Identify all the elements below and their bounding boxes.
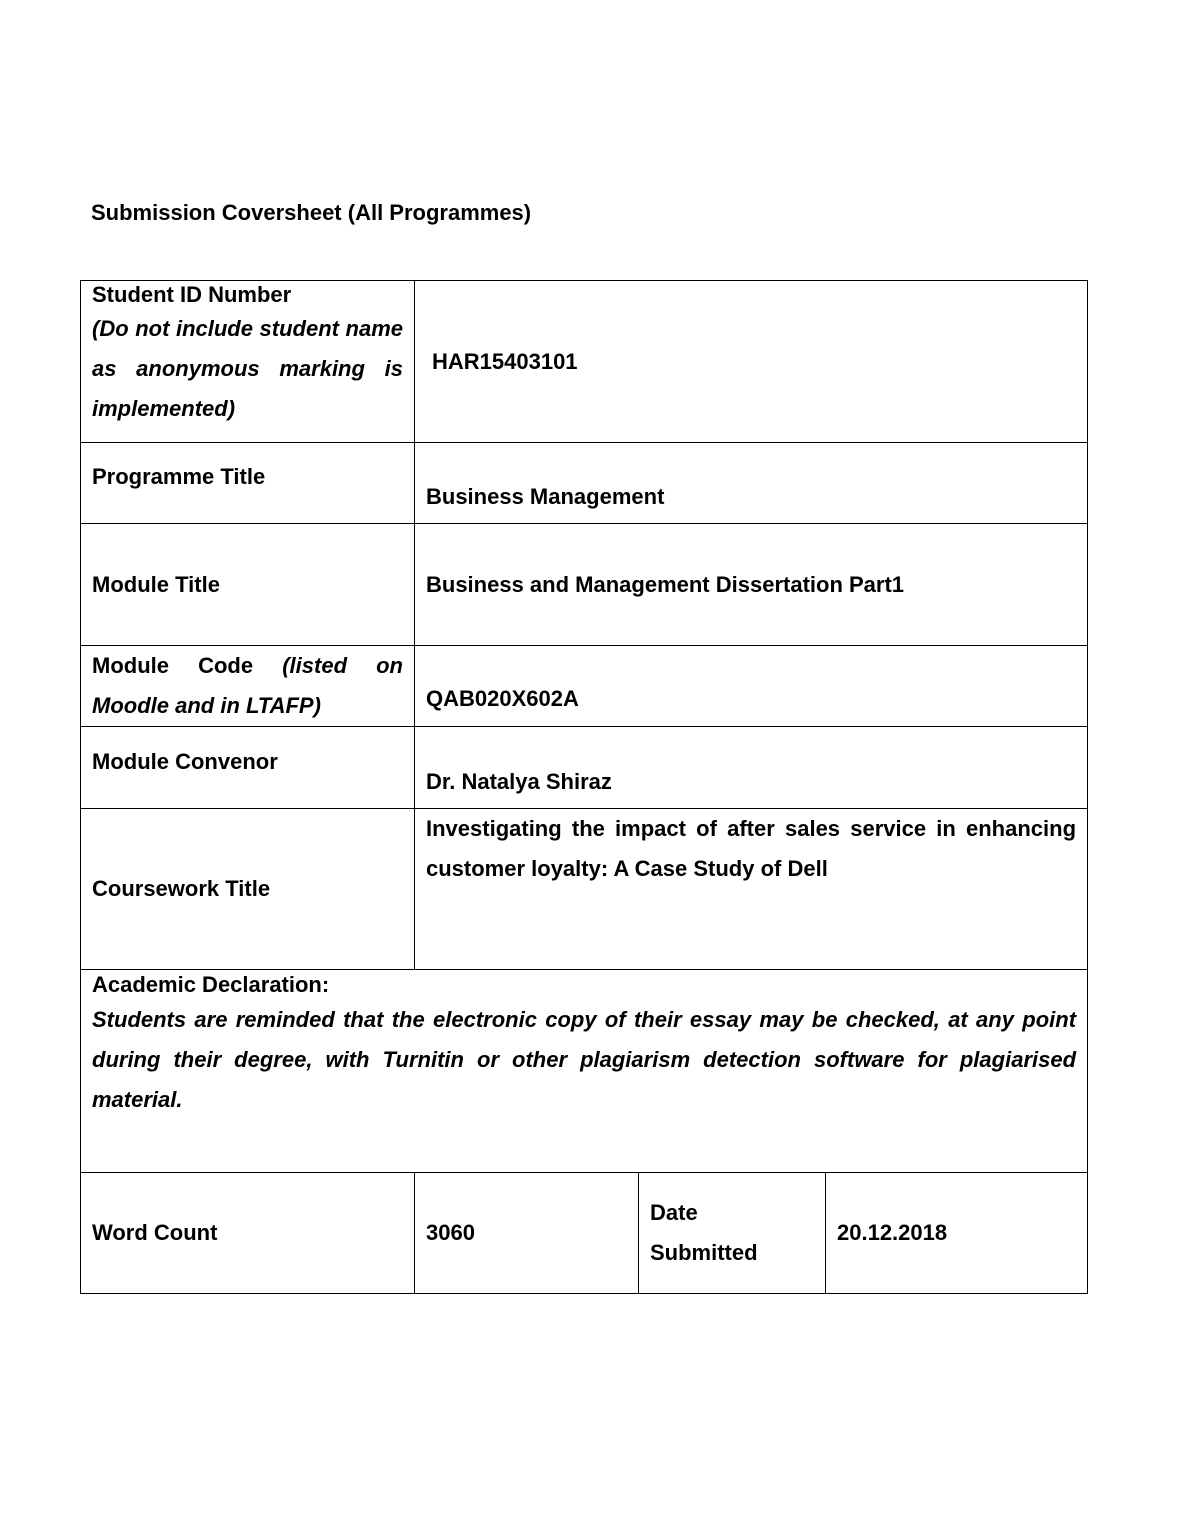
module-convenor-label-cell (81, 727, 415, 809)
module-code-value: QAB020X602A (426, 686, 579, 711)
word-count-label: Word Count (92, 1220, 218, 1245)
coursework-title-label-cell (81, 809, 415, 970)
academic-declaration-row (81, 970, 1088, 1173)
date-submitted-label-cell (639, 1173, 826, 1294)
programme-title-value-cell (415, 443, 1088, 524)
word-count-value-cell (415, 1173, 639, 1294)
academic-declaration-text: Students are reminded that the electronic copy of their essay may be checked, at any point during their degree, with Turnitin or other plagiarism detection software for plagiarised material. (92, 1007, 1077, 1112)
module-convenor-value-cell (415, 727, 1088, 809)
module-title-value-cell (415, 524, 1088, 646)
student-id-label-cell (81, 281, 415, 443)
module-convenor-row (81, 727, 1088, 809)
programme-title-value: Business Management (426, 484, 665, 509)
module-convenor-value: Dr. Natalya Shiraz (426, 769, 612, 794)
student-id-value: HAR15403101 (432, 348, 578, 374)
module-title-label-cell (81, 524, 415, 646)
student-id-note: (Do not include student name as anonymous marking is implemented) (92, 316, 403, 421)
module-code-note: (listed on Moodle and in LTAFP) (92, 653, 403, 718)
word-count-value: 3060 (426, 1220, 475, 1245)
module-code-value-cell (415, 646, 1088, 727)
coursework-title-row (81, 809, 1088, 970)
module-code-label-cell (81, 646, 415, 727)
student-id-label: Student ID Number (92, 282, 292, 307)
coversheet-table (80, 280, 1088, 1294)
student-id-value-cell (415, 281, 1088, 443)
programme-title-row (81, 443, 1088, 524)
module-convenor-label: Module Convenor (92, 749, 278, 774)
academic-declaration-cell (81, 970, 1088, 1173)
programme-title-label-cell (81, 443, 415, 524)
academic-declaration-label: Academic Declaration: (92, 972, 330, 997)
date-submitted-value: 20.12.2018 (837, 1220, 948, 1245)
module-code-label: Module Code (92, 653, 254, 678)
module-title-label: Module Title (92, 571, 220, 597)
word-count-label-cell (81, 1173, 415, 1294)
programme-title-label: Programme Title (92, 464, 266, 489)
word-count-row (81, 1173, 1088, 1294)
module-title-value: Business and Management Dissertation Part1 (426, 571, 905, 597)
coursework-title-value-cell (415, 809, 1088, 970)
module-code-row (81, 646, 1088, 727)
coursework-title-value: Investigating the impact of after sales service in enhancing customer loyalty: A Case Study of Dell (426, 816, 1077, 881)
date-submitted-value-cell (826, 1173, 1088, 1294)
page-title: Submission Coversheet (All Programmes) (91, 200, 532, 225)
coursework-title-label: Coursework Title (92, 876, 271, 901)
date-submitted-label: Date Submitted (650, 1200, 758, 1265)
module-title-row (81, 524, 1088, 646)
student-id-row (81, 281, 1088, 443)
